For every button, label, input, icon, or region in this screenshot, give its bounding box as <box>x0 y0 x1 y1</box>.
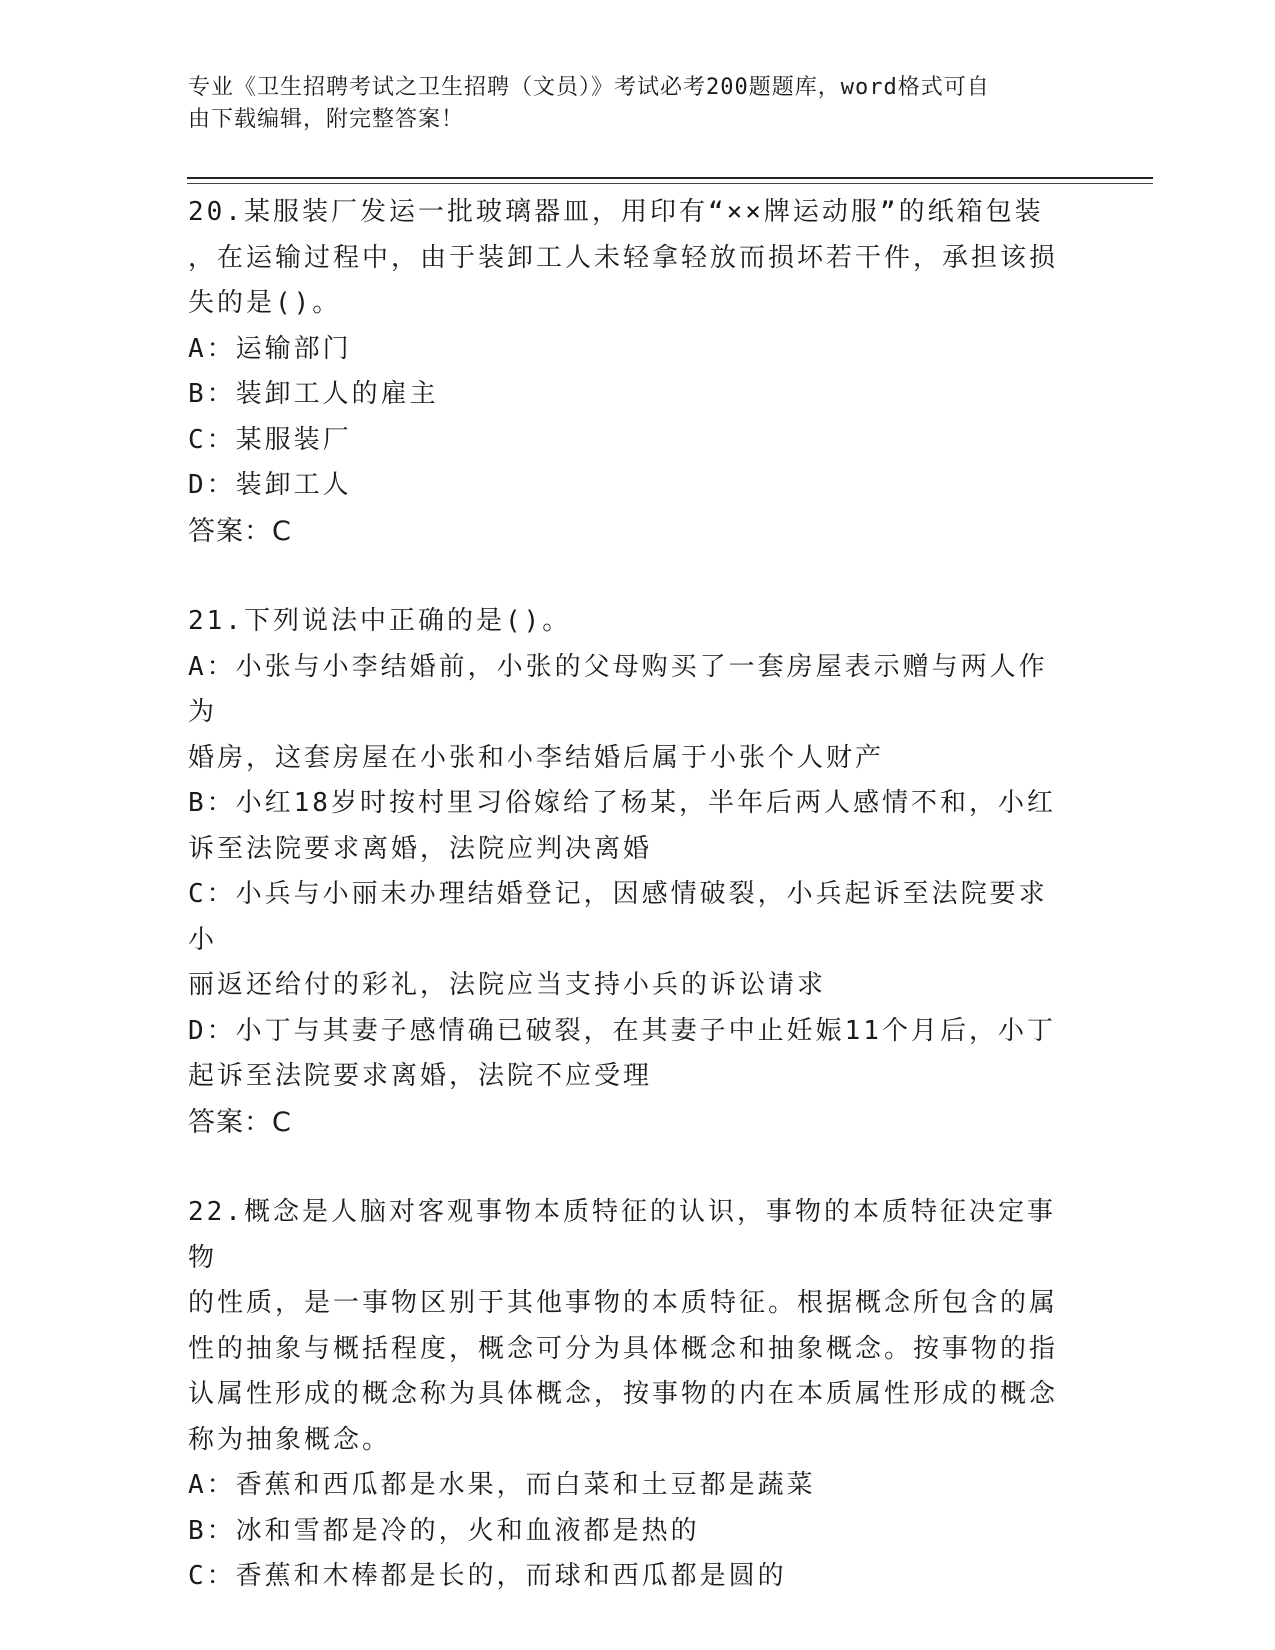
question-stem-line: 20.某服装厂发运一批玻璃器皿，用印有“××牌运动服”的纸箱包装 <box>188 197 1044 227</box>
option-c-continued: 丽返还给付的彩礼，法院应当支持小兵的诉讼请求 <box>188 970 827 1000</box>
question-stem-line: 认属性形成的概念称为具体概念，按事物的内在本质属性形成的概念 <box>188 1379 1059 1409</box>
option-b: B：冰和雪都是冷的，火和血液都是热的 <box>188 1515 700 1546</box>
header-divider-thin <box>187 183 1153 184</box>
header-divider-thick <box>187 177 1153 179</box>
option-c: C：小兵与小丽未办理结婚登记，因感情破裂，小兵起诉至法院要求小 <box>188 879 1048 955</box>
option-d: D：装卸工人 <box>188 470 352 500</box>
option-c: C：某服装厂 <box>188 424 352 455</box>
answer-line: 答案：C <box>188 515 292 547</box>
question-20 <box>188 190 1068 554</box>
option-a: A：运输部门 <box>188 333 352 364</box>
header-line: 由下载编辑，附完整答案！ <box>188 107 465 132</box>
answer-line: 答案：C <box>188 1106 292 1138</box>
question-list <box>188 190 1068 1600</box>
question-stem-line: 失的是()。 <box>188 288 342 318</box>
question-stem-line: ，在运输过程中，由于装卸工人未轻拿轻放而损坏若干件，承担该损 <box>188 242 1059 273</box>
question-stem-line: 的性质，是一事物区别于其他事物的本质特征。根据概念所包含的属 <box>188 1288 1059 1318</box>
option-d: D：小丁与其妻子感情确已破裂，在其妻子中止妊娠11个月后，小丁 <box>188 1015 1056 1046</box>
header-line: 专业《卫生招聘考试之卫生招聘（文员）》考试必考200题题库，word格式可自 <box>188 75 990 100</box>
question-stem-line: 性的抽象与概括程度，概念可分为具体概念和抽象概念。按事物的指 <box>188 1333 1059 1364</box>
question-stem-line: 22.概念是人脑对客观事物本质特征的认识，事物的本质特征决定事物 <box>188 1197 1056 1273</box>
question-22 <box>188 1190 1068 1600</box>
option-d-continued: 起诉至法院要求离婚，法院不应受理 <box>188 1061 653 1091</box>
question-spacer <box>188 554 1068 599</box>
question-spacer <box>188 1145 1068 1190</box>
question-21 <box>188 599 1068 1145</box>
option-a: A：香蕉和西瓜都是水果，而白菜和土豆都是蔬菜 <box>188 1470 816 1500</box>
question-stem-line: 称为抽象概念。 <box>188 1424 392 1455</box>
option-a-continued: 婚房，这套房屋在小张和小李结婚后属于小张个人财产 <box>188 742 885 773</box>
option-b: B：小红18岁时按村里习俗嫁给了杨某，半年后两人感情不和，小红 <box>188 788 1056 818</box>
option-a: A：小张与小李结婚前，小张的父母购买了一套房屋表示赠与两人作为 <box>188 651 1048 727</box>
option-c: C：香蕉和木棒都是长的，而球和西瓜都是圆的 <box>188 1561 787 1591</box>
question-stem-line: 21.下列说法中正确的是()。 <box>188 606 572 636</box>
option-b: B：装卸工人的雇主 <box>188 379 439 409</box>
option-b-continued: 诉至法院要求离婚，法院应判决离婚 <box>188 833 653 864</box>
document-header <box>188 72 1068 136</box>
